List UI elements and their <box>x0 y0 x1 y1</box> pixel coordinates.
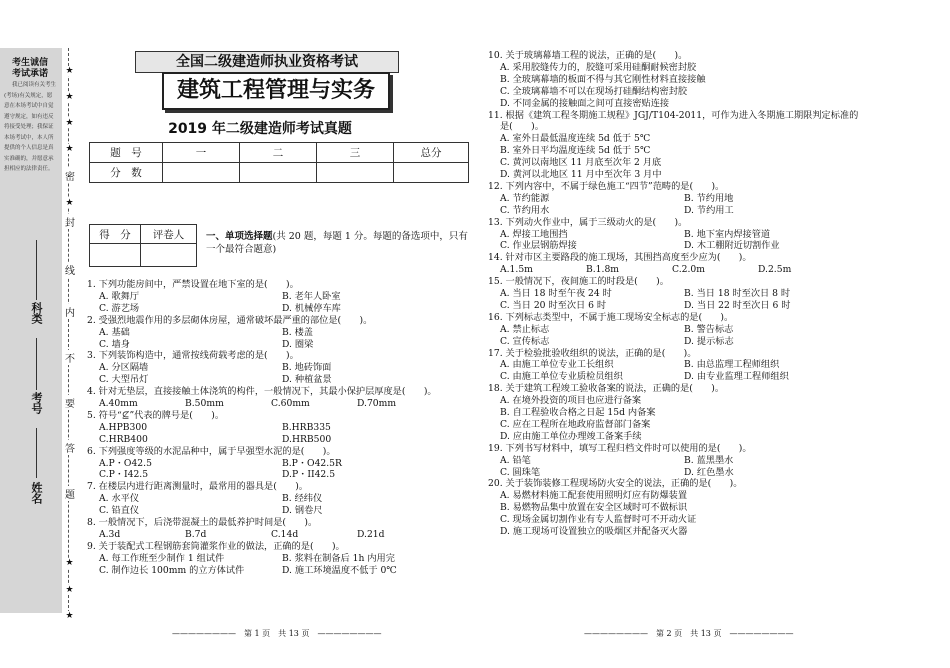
answer-option: D. 应由施工单位办理竣工备案手续 <box>500 430 642 442</box>
answer-option: B. 地砖饰面 <box>282 362 332 374</box>
answer-option: A.P・O42.5 <box>99 457 152 469</box>
answer-option: B.50mm <box>185 398 224 409</box>
label-name: 姓名 <box>30 482 43 504</box>
question-stem: 6. 下列强度等级的水泥品种中，属于早强型水泥的是( )。 <box>87 445 336 457</box>
answer-option: D.HRB500 <box>282 433 332 445</box>
grader-name-label: 评卷人 <box>141 225 197 244</box>
label-exam-no: 考号 <box>30 392 43 414</box>
answer-option: D. 黄河以北地区 11 月中至次年 3 月中 <box>500 169 662 180</box>
answer-option: C. 制作边长 100mm 的立方体试件 <box>99 564 245 576</box>
star-icon: ★ <box>65 198 74 208</box>
star-icon: ★ <box>65 118 74 128</box>
answer-option: C.2.0m <box>672 264 705 276</box>
section-heading <box>206 230 468 256</box>
answer-option: C. 作业层钢筋焊接 <box>500 240 577 252</box>
question-stem: 3. 下列装饰构造中，通常按线荷载考虑的是( )。 <box>87 350 299 362</box>
answer-option: A. 室外日最低温度连续 5d 低于 5℃ <box>500 133 651 145</box>
question-stem: 4. 针对无垫层，直接接触土体浇筑的构件，一般情况下，其最小保护层厚度是( )。 <box>87 386 437 398</box>
answer-option: C. 当日 20 时至次日 6 时 <box>500 299 607 311</box>
answer-option: D. 不同金属的接触面之间可直接密贴连接 <box>500 97 670 109</box>
answer-option: C. 铅直仪 <box>99 505 140 517</box>
answer-option: D. 由专业监理工程师组织 <box>684 371 789 383</box>
question-stem: 19. 下列书写材料中，填写工程归档文件时可以使用的是( )。 <box>488 442 752 454</box>
answer-option: A. 由施工单位专业工长组织 <box>500 359 614 371</box>
promise-text: 我已阅读有关考生(考场)有关规定，愿意在本场考试中自觉遵守规定，如有违反将接受处理；我保证本场考试中，本人所提供的个人信息是真实准确的，并愿意承担相应的法律责任。 <box>4 82 57 172</box>
question-stem: 15. 一般情况下，夜间施工的时段是( )。 <box>488 276 669 288</box>
answer-option: A. 禁止标志 <box>500 323 550 335</box>
answer-option: C. 宣传标志 <box>500 335 550 347</box>
question-stem: 9. 关于装配式工程钢筋套筒灌浆作业的做法，正确的是( )。 <box>87 540 345 552</box>
star-icon: ★ <box>65 92 74 102</box>
answer-option: B.P・O42.5R <box>282 457 342 469</box>
star-icon: ★ <box>65 558 74 568</box>
answer-option: B. 由总监理工程师组织 <box>684 359 780 371</box>
question-stem: 20. 关于装饰装修工程现场防火安全的说法，正确的是( )。 <box>488 478 743 490</box>
question-stem: 13. 下列动火作业中，属于三级动火的是( )。 <box>488 216 688 228</box>
fill-line-exam-no <box>36 338 37 390</box>
seal-line-char: 线 <box>65 262 75 277</box>
grader-table <box>89 224 197 267</box>
answer-option: D. 当日 22 时至次日 6 时 <box>684 299 791 311</box>
question-stem: 10. 关于玻璃幕墙工程的说法，正确的是( )。 <box>488 50 688 61</box>
answer-option: A. 歌舞厅 <box>99 290 140 302</box>
question-stem: 18. 关于建筑工程竣工验收备案的说法，正确的是( )。 <box>488 383 725 395</box>
question-stem: 14. 针对市区主要路段的施工现场，其围挡高度至少应为( )。 <box>488 252 752 264</box>
score-cell: 一 <box>163 143 240 163</box>
answer-option: D. 提示标志 <box>684 335 734 347</box>
answer-option: D.P・II42.5 <box>282 469 336 481</box>
answer-option: C. 由施工单位专业质检员组织 <box>500 371 623 383</box>
answer-option: B. 全玻璃幕墙的板面不得与其它刚性材料直接接触 <box>500 73 706 85</box>
answer-option: C.HRB400 <box>99 433 148 445</box>
question-stem: 11. 根据《建筑工程冬期施工规程》JGJ/T104-2011，可作为进入冬期施工期限判定标准的 <box>488 109 859 121</box>
answer-option: C.P・I42.5 <box>99 469 149 481</box>
label-subject: 科类 <box>30 302 43 324</box>
answer-option: B. 浆料在制备后 1h 内用完 <box>282 552 395 564</box>
score-cell: 题 号 <box>90 143 163 163</box>
answer-option: D. 种植盆景 <box>282 374 332 386</box>
question-stem: 7. 在楼层内进行距离测量时，最常用的器具是( )。 <box>87 481 308 493</box>
answer-option: A. 采用胶缝传力的，胶缝可采用硅酮耐候密封胶 <box>500 61 697 73</box>
answer-option: D. 施工环境温度不低于 0℃ <box>282 564 397 576</box>
answer-option: A. 易燃材料施工配套使用照明灯应有防爆装置 <box>500 490 688 502</box>
answer-option: B.HRB335 <box>282 421 331 433</box>
seal-line <box>63 48 75 613</box>
page-footer-left: ———————— 第 1 页 共 13 页 ———————— <box>172 629 382 638</box>
score-cell <box>317 163 394 183</box>
score-cell: 总分 <box>394 143 469 163</box>
answer-option: D.70mm <box>357 398 397 409</box>
answer-option: A. 基础 <box>99 326 130 338</box>
section-desc: (共 20 题，每题 1 分。每题的备选项中，只有一个最符合题意) <box>206 231 468 255</box>
answer-option: A. 铅笔 <box>500 454 531 466</box>
answer-option: B. 节约用地 <box>684 192 734 204</box>
score-table-value-row <box>90 163 469 183</box>
star-icon: ★ <box>65 585 74 595</box>
question-stem: 2. 受强烈地震作用的多层砌体房屋，通常破坏最严重的部位是( )。 <box>87 314 373 326</box>
answer-option: C. 应在工程所在地政府监督部门备案 <box>500 418 651 430</box>
answer-option: B. 易燃物品集中放置在安全区域时可不做标识 <box>500 502 688 514</box>
answer-option: D.2.5m <box>758 264 792 276</box>
seal-line-char: 题 <box>65 486 75 501</box>
question-stem: 16. 下列标志类型中，不属于施工现场安全标志的是( )。 <box>488 311 734 323</box>
grader-name-cell <box>141 244 197 267</box>
answer-option: D.21d <box>357 528 385 540</box>
promise-title: 考生诚信 考试承诺 <box>11 58 48 79</box>
seal-line-char: 要 <box>65 395 75 410</box>
question-stem: 8. 一般情况下，后浇带混凝土的最低养护时间是( )。 <box>87 517 318 528</box>
seal-line-char: 封 <box>65 214 75 229</box>
answer-option: C. 全玻璃幕墙不可以在现场打硅酮结构密封胶 <box>500 85 688 97</box>
answer-option: A. 分区隔墙 <box>99 362 149 374</box>
answer-option: B. 当日 18 时至次日 8 时 <box>684 288 791 299</box>
question-stem: 是( )。 <box>500 121 544 133</box>
score-table-header-row <box>90 143 469 163</box>
subject-banner: 建筑工程管理与实务 <box>162 72 390 110</box>
answer-option: C. 现场金属切割作业有专人监督时可不开动火证 <box>500 514 697 526</box>
grader-score-label: 得 分 <box>90 225 141 244</box>
page-footer-right: ———————— 第 2 页 共 13 页 ———————— <box>584 629 794 638</box>
star-icon: ★ <box>65 144 74 154</box>
answer-option: D. 机械停车库 <box>282 302 341 314</box>
exam-series-banner: 全国二级建造师执业资格考试 <box>135 51 399 73</box>
answer-option: C. 游艺场 <box>99 302 140 314</box>
answer-option: C. 大型吊灯 <box>99 374 149 386</box>
score-cell: 三 <box>317 143 394 163</box>
answer-option: B. 经纬仪 <box>282 493 323 505</box>
score-cell <box>394 163 469 183</box>
answer-option: A.HPB300 <box>99 421 148 433</box>
answer-option: A. 节约能源 <box>500 192 550 204</box>
seal-line-char: 内 <box>65 304 75 319</box>
answer-option: A. 在境外投资的项目也应进行备案 <box>500 395 642 407</box>
answer-option: B. 室外日平均温度连续 5d 低于 5℃ <box>500 145 651 157</box>
star-icon: ★ <box>65 66 74 76</box>
answer-option: A.3d <box>99 528 121 540</box>
answer-option: A.1.5m <box>500 264 533 276</box>
score-cell <box>240 163 317 183</box>
score-cell <box>163 163 240 183</box>
answer-option: B.1.8m <box>586 264 619 276</box>
answer-option: B. 自工程验收合格之日起 15d 内备案 <box>500 407 656 418</box>
question-stem: 17. 关于检验批验收组织的说法，正确的是( )。 <box>488 347 697 359</box>
score-cell: 二 <box>240 143 317 163</box>
answer-option: A.40mm <box>99 398 138 409</box>
answer-option: B. 蓝黑墨水 <box>684 454 734 466</box>
answer-option: C. 黄河以南地区 11 月底至次年 2 月底 <box>500 157 662 169</box>
answer-option: C. 圆珠笔 <box>500 466 541 478</box>
question-stem: 5. 符号“⊈”代表的牌号是( )。 <box>87 409 225 421</box>
answer-option: D. 施工现场可设置独立的吸烟区并配备灭火器 <box>500 526 688 537</box>
answer-option: D. 钢卷尺 <box>282 505 323 517</box>
answer-option: B. 老年人卧室 <box>282 290 341 302</box>
answer-option: C. 墙身 <box>99 338 130 350</box>
star-icon: ★ <box>65 611 74 621</box>
exam-title: 2019 年二级建造师考试真题 <box>168 121 352 137</box>
answer-option: A. 每工作班至少制作 1 组试件 <box>99 552 225 564</box>
answer-option: C.14d <box>271 528 299 540</box>
seal-line-char: 密 <box>65 168 75 183</box>
section-title: 一、单项选择题 <box>206 231 273 242</box>
question-stem: 1. 下列功能房间中，严禁设置在地下室的是( )。 <box>87 279 299 290</box>
answer-option: C. 节约用水 <box>500 204 550 216</box>
answer-option: D. 木工棚附近切割作业 <box>684 240 780 252</box>
answer-option: A. 水平仪 <box>99 493 140 505</box>
seal-line-char: 不 <box>65 350 75 365</box>
score-table <box>89 142 469 183</box>
answer-option: D. 圈梁 <box>282 338 314 350</box>
answer-option: C.60mm <box>271 398 310 409</box>
answer-option: B. 楼盖 <box>282 326 313 338</box>
fill-line-subject <box>36 240 37 300</box>
answer-option: A. 当日 18 时至午夜 24 时 <box>500 288 612 299</box>
score-cell: 分 数 <box>90 163 163 183</box>
seal-line-char: 答 <box>65 440 75 455</box>
grader-score-cell <box>90 244 141 267</box>
answer-option: D. 红色墨水 <box>684 466 734 478</box>
question-stem: 12. 下列内容中，不属于绿色施工“四节”范畴的是( )。 <box>488 180 725 192</box>
answer-option: A. 焊接工地围挡 <box>500 228 568 240</box>
answer-option: D. 节约用工 <box>684 204 734 216</box>
answer-option: B. 警告标志 <box>684 323 734 335</box>
answer-option: B.7d <box>185 528 207 540</box>
fill-line-name <box>36 428 37 478</box>
answer-option: B. 地下室内焊接管道 <box>684 228 771 240</box>
